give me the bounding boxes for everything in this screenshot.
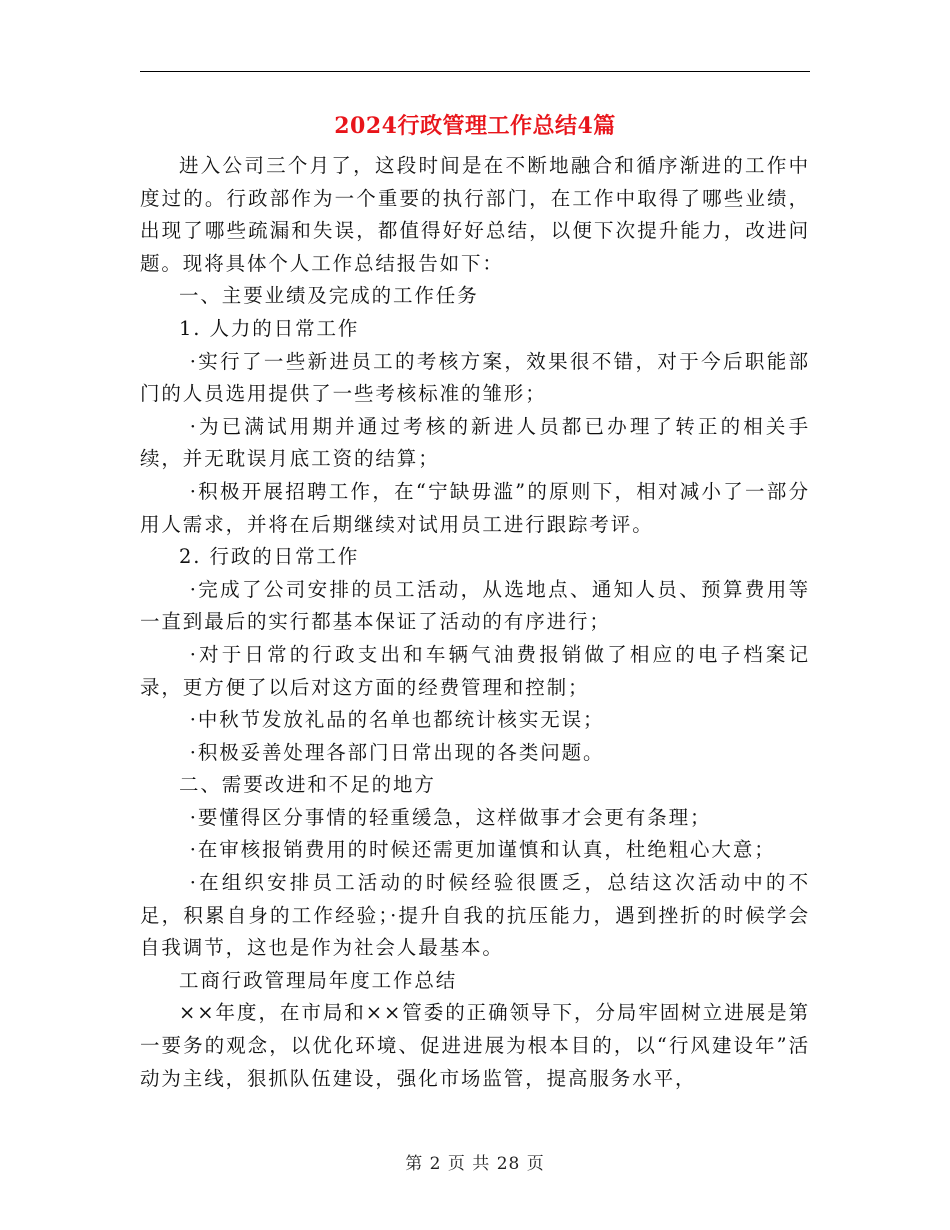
page-footer: 第 2 页 共 28 页	[405, 1154, 545, 1174]
bullet-item: ·在组织安排员工活动的时候经验很匮乏，总结这次活动中的不足，积累自身的工作经验；·提升自我的抗压能力，遇到挫折的时候学会自我调节，这也是作为社会人最基本。	[140, 871, 810, 960]
section-heading-improvements: 二、需要改进和不足的地方	[179, 773, 436, 797]
bullet-item: ·要懂得区分事情的轻重缓急，这样做事才会更有条理；	[189, 805, 712, 829]
bullet-item: ·积极开展招聘工作，在“宁缺毋滥”的原则下，相对减小了一部分用人需求，并将在后期继续对试用员工进行跟踪考评。	[140, 479, 810, 536]
paragraph-intro: 进入公司三个月了，这段时间是在不断地融合和循序渐进的工作中度过的。行政部作为一个重要的执行部门，在工作中取得了哪些业绩，出现了哪些疏漏和失误，都值得好好总结，以便下次提升能力，改进问题。现将具体个人工作总结报告如下：	[140, 154, 810, 275]
bullet-item: ·实行了一些新进员工的考核方案，效果很不错，对于今后职能部门的人员选用提供了一些考核标准的雏形；	[140, 349, 810, 406]
bullet-item: ·积极妥善处理各部门日常出现的各类问题。	[189, 740, 605, 764]
section-heading-bureau-summary: 工商行政管理局年度工作总结	[179, 968, 458, 992]
bullet-item: ·在审核报销费用的时候还需更加谨慎和认真，杜绝粗心大意；	[189, 838, 776, 862]
bullet-item: ·完成了公司安排的员工活动，从选地点、通知人员、预算费用等一直到最后的实行都基本保证了活动的有序进行；	[140, 577, 810, 634]
header-rule	[140, 71, 810, 72]
document-title: 2024行政管理工作总结4篇	[334, 113, 616, 139]
paragraph-bureau: ××年度，在市局和××管委的正确领导下，分局牢固树立进展是第一要务的观念，以优化环境、促进进展为根本目的，以“行风建设年”活动为主线，狠抓队伍建设，强化市场监管，提高服务水平，	[140, 1001, 810, 1090]
document-body	[140, 150, 810, 1095]
subsection-heading-hr: 1. 人力的日常工作	[179, 316, 360, 340]
bullet-item: ·为已满试用期并通过考核的新进人员都已办理了转正的相关手续，并无耽误月底工资的结算；	[140, 414, 810, 471]
section-heading-achievements: 一、主要业绩及完成的工作任务	[179, 284, 479, 308]
bullet-item: ·中秋节发放礼品的名单也都统计核实无误；	[189, 708, 605, 732]
subsection-heading-admin: 2. 行政的日常工作	[179, 545, 360, 569]
bullet-item: ·对于日常的行政支出和车辆气油费报销做了相应的电子档案记录，更方便了以后对这方面的经费管理和控制；	[140, 642, 810, 699]
